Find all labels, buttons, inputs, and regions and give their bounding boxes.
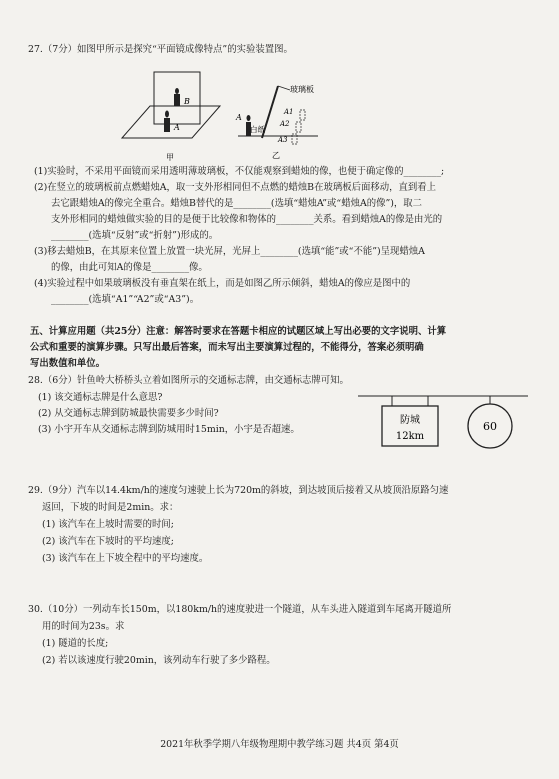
q28-sub2: (2) 从交通标志牌到防城最快需要多少时间? (38, 408, 219, 419)
q29-sub1: (1) 该汽车在上坡时需要的时间; (42, 519, 174, 530)
q30-heading-cont: 用的时间为23s。求 (42, 621, 125, 632)
yi-label-A: A (236, 113, 242, 122)
figure-jia (118, 66, 224, 164)
yi-label-A3: A3 (278, 136, 288, 144)
q28-sub1: (1) 该交通标志牌是什么意思? (38, 392, 163, 403)
jia-table-plane (122, 106, 220, 138)
q27-part3-line2: 的像，由此可知A的像是________像。 (51, 262, 208, 273)
q28-heading: 28.（6分）针鱼岭大桥桥头立着如图所示的交通标志牌，由交通标志牌可知。 (28, 375, 349, 386)
q30-sub1: (1) 隧道的长度; (42, 638, 109, 649)
q29-heading: 29.（9分）汽车以14.4km/h的速度匀速驶上长为720m的斜坡，到达坡顶后接着又从坡顶沿原路匀速 (28, 485, 449, 496)
q27-part2-line4: ________(选填“反射”或“折射”)形成的。 (51, 230, 219, 241)
sign-place-name: 防城 (400, 415, 420, 426)
q30-heading: 30.（10分）一列动车长150m，以180km/h的速度驶进一个隧道，从车头进入隧道到车尾离开隧道所 (28, 604, 452, 615)
q27-part1: (1)实验时，不采用平面镜而采用透明薄玻璃板，不仅能观察到蜡烛的像，也便于确定像的________; (34, 166, 445, 177)
q30-sub2: (2) 若以该速度行驶20min，该列动车行驶了多少路程。 (42, 655, 276, 666)
section5-line2: 公式和重要的演算步骤。只写出最后答案，而未写出主要演算过程的，不能得分，答案必须明确 (30, 342, 424, 353)
jia-candle-A (164, 111, 170, 133)
page-footer: 2021年秋季学期八年级物理期中教学练习题 共4页 第4页 (160, 739, 399, 750)
yi-label-A2: A2 (280, 120, 290, 128)
q28-sub3: (3) 小宇开车从交通标志牌到防城用时15min，小宇是否超速。 (38, 424, 300, 435)
q29-sub2: (2) 该汽车在下坡时的平均速度; (42, 536, 174, 547)
q27-part3-line1: (3)移去蜡烛B，在其原来位置上放置一块光屏，光屏上________(选填“能”或“不能”)呈现蜡烛A (34, 246, 425, 257)
jia-caption: 甲 (166, 153, 174, 162)
traffic-sign-figure (358, 390, 530, 462)
figure-yi (232, 80, 332, 162)
q27-part4-line1: (4)实验过程中如果玻璃板没有垂直架在纸上，而是如图乙所示倾斜，蜡烛A的像应是图中的 (34, 278, 411, 289)
q27-part2-line2: 去它跟蜡烛A的像完全重合。蜡烛B替代的是________(选填“蜡烛A”或“蜡烛A的像”)，取二 (51, 198, 423, 209)
jia-candle-B (174, 88, 180, 106)
jia-label-B: B (184, 97, 190, 106)
q29-heading-cont: 返回，下坡的时间是2min。求： (42, 502, 179, 513)
q27-part2-line1: (2)在竖立的玻璃板前点燃蜡烛A，取一支外形相同但不点燃的蜡烛B在玻璃板后面移动，直到看上 (34, 182, 436, 193)
q27-part2-line3: 支外形相同的蜡烛做实验的目的是便于比较像和物体的________关系。看到蜡烛A的像是由光的 (51, 214, 443, 225)
section5-line3: 写出数值和单位。 (30, 358, 106, 369)
yi-glass-label: 玻璃板 (290, 85, 314, 94)
sign-speed-limit: 60 (483, 420, 497, 433)
section5-line1: 五、计算应用题（共25分）注意：解答时要求在答题卡相应的试题区域上写出必要的文字说明、计算 (30, 326, 447, 337)
yi-paper-label: 白纸 (250, 125, 265, 134)
q27-heading: 27.（7分）如图甲所示是探究“平面镜成像特点”的实验装置图。 (28, 44, 293, 55)
yi-label-A1: A1 (284, 108, 294, 116)
yi-candle-A1 (292, 110, 305, 144)
sign-distance: 12km (395, 431, 425, 442)
jia-label-A: A (174, 123, 180, 132)
q27-part4-line2: ________(选填“A1”“A2”或“A3”)。 (51, 294, 200, 305)
yi-caption: 乙 (272, 151, 280, 160)
q29-sub3: (3) 该汽车在上下坡全程中的平均速度。 (42, 553, 209, 564)
